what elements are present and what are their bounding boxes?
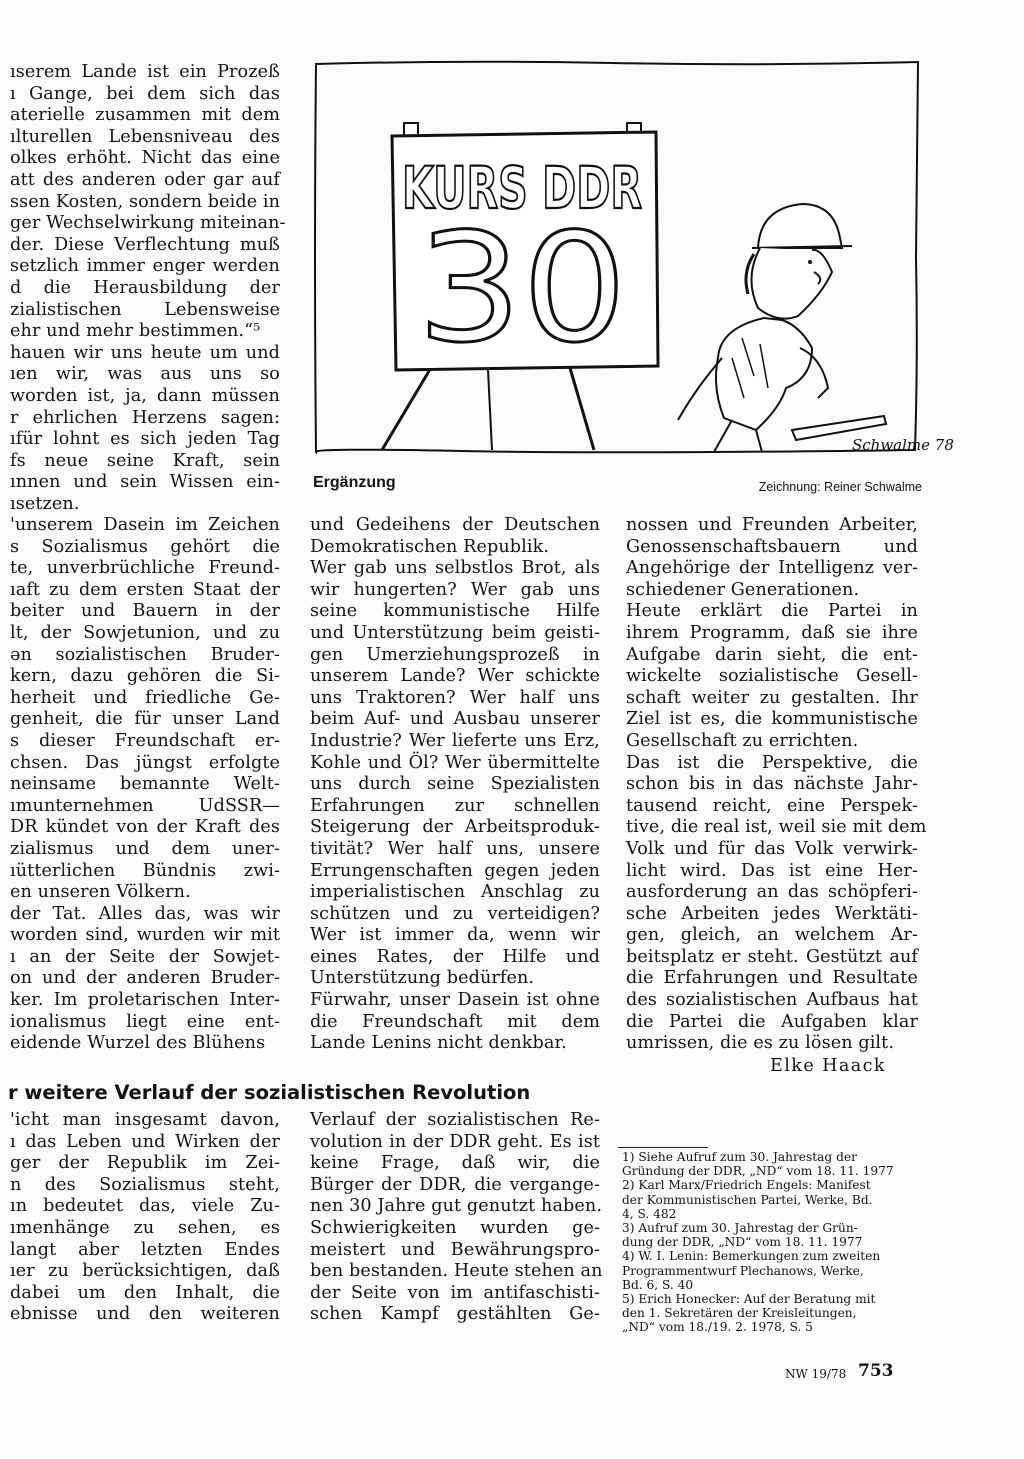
text-line: eines Rates, der Hilfe und bbox=[310, 946, 600, 967]
text-line: beiter und Bauern in der bbox=[10, 601, 280, 622]
text-line: nen 30 Jahre gut genutzt haben. bbox=[310, 1196, 603, 1217]
column-3-middle bbox=[626, 515, 927, 1055]
cartoon-caption: Ergänzung bbox=[313, 474, 396, 491]
text-line: Verlauf der sozialistischen Re- bbox=[310, 1110, 600, 1130]
text-line: ılturellen Lebensniveau des bbox=[10, 126, 280, 147]
column-1-bottom bbox=[10, 1110, 280, 1326]
text-line: Demokratischen Republik. bbox=[310, 536, 550, 557]
text-line: schaft weiter zu gestalten. Ihr bbox=[626, 687, 918, 708]
text-line: Programmentwurf Plechanows, Werke, bbox=[622, 1263, 864, 1278]
text-line: wickelte sozialistische Gesell- bbox=[626, 666, 918, 687]
text-line: lt, der Sowjetunion, und zu bbox=[10, 622, 280, 643]
text-line: langt aber letzten Endes bbox=[10, 1239, 280, 1260]
text-line: d die Herausbildung der bbox=[10, 277, 280, 298]
text-line: Wer gab uns selbstlos Brot, als bbox=[310, 558, 600, 579]
text-line: unserem Lande? Wer schickte bbox=[310, 666, 600, 687]
text-line: ebnisse und den weiteren bbox=[10, 1304, 280, 1325]
text-line: ı das Leben und Wirken der bbox=[10, 1131, 280, 1152]
text-line: die Partei die Aufgaben klar bbox=[626, 1011, 918, 1032]
text-line: Industrie? Wer lieferte uns Erz, bbox=[310, 730, 600, 751]
text-line: Volk und für das Volk verwirk- bbox=[626, 838, 918, 859]
text-line: kern, dazu gehören die Si- bbox=[10, 666, 280, 687]
text-line: olkes erhöht. Nicht das eine bbox=[10, 148, 280, 169]
text-line: Lande Lenins nicht denkbar. bbox=[310, 1033, 567, 1054]
text-line: uns durch seine Spezialisten bbox=[310, 774, 600, 795]
text-line: ımunternehmen UdSSR— bbox=[10, 795, 280, 816]
text-line: Bürger der DDR, die vergange- bbox=[310, 1174, 600, 1195]
text-line: ionalismus liegt eine ent- bbox=[10, 1011, 280, 1032]
text-line: Bd. 6, S. 40 bbox=[622, 1277, 694, 1292]
text-line: Angehörige der Intelligenz ver- bbox=[626, 558, 918, 579]
column-1-middle bbox=[10, 515, 280, 1055]
text-line: en unseren Völkern. bbox=[10, 882, 191, 903]
text-line: ssen Kosten, sondern beide in bbox=[10, 191, 281, 212]
text-line: worden ist, ja, dann müssen bbox=[10, 385, 280, 406]
text-line: ausforderung an das schöpferi- bbox=[626, 882, 918, 903]
text-line: te, unverbrüchliche Freund- bbox=[10, 558, 280, 579]
cartoon-illustration bbox=[312, 58, 954, 464]
text-line: 4, S. 482 bbox=[622, 1206, 677, 1221]
text-line: dung der DDR, „ND“ vom 18. 11. 1977 bbox=[622, 1235, 863, 1250]
text-line: on und der anderen Bruder- bbox=[10, 968, 280, 989]
text-line: ehr und mehr bestimmen.“⁵ bbox=[10, 321, 261, 342]
text-line: den 1. Sekretären der Kreisleitungen, bbox=[622, 1306, 857, 1321]
text-line: genheit, die für unser Land bbox=[10, 709, 280, 730]
text-line: Errungenschaften gegen jeden bbox=[310, 860, 600, 881]
text-line: ımenhänge zu sehen, es bbox=[10, 1217, 280, 1238]
text-line: eidende Wurzel des Blühens bbox=[10, 1033, 266, 1054]
cartoon-credit: Zeichnung: Reiner Schwalme bbox=[758, 480, 922, 494]
text-line: licht wird. Das ist eine Her- bbox=[626, 860, 918, 881]
text-line: ihrem Programm, daß sie ihre bbox=[626, 622, 918, 643]
text-line: r ehrlichen Herzens sagen: bbox=[10, 407, 280, 428]
text-line: „ND“ vom 18./19. 2. 1978, S. 5 bbox=[622, 1320, 813, 1335]
text-line: ıer zu berücksichtigen, daß bbox=[10, 1261, 280, 1282]
text-line: ıfür lohnt es sich jeden Tag bbox=[10, 429, 280, 450]
text-line: Das ist die Perspektive, die bbox=[626, 752, 918, 773]
text-line: schiedener Generationen. bbox=[626, 579, 860, 600]
text-line: ınnen und sein Wissen ein- bbox=[10, 472, 280, 493]
text-line: umrissen, die es zu lösen gilt. bbox=[626, 1033, 895, 1054]
text-line: ıen wir, was aus uns so bbox=[10, 364, 280, 385]
text-line: schützen und zu verteidigen? bbox=[310, 903, 600, 924]
text-line: Aufgabe darin sieht, die ent- bbox=[626, 644, 918, 665]
text-line: herheit und friedliche Ge- bbox=[10, 687, 280, 708]
text-line: ı Gange, bei dem sich das bbox=[10, 83, 280, 104]
text-line: ker. Im proletarischen Inter- bbox=[10, 990, 280, 1011]
text-line: Wer ist immer da, wenn wir bbox=[310, 925, 600, 946]
text-line: setzlich immer enger werden bbox=[10, 256, 280, 277]
footnotes bbox=[622, 1150, 918, 1335]
text-line: ger der Republik im Zei- bbox=[10, 1153, 280, 1174]
text-line: Ziel ist es, die kommunistische bbox=[626, 709, 918, 730]
text-line: volution in der DDR geht. Es ist bbox=[310, 1131, 600, 1152]
cartoon-signature: Schwalme 78 bbox=[852, 436, 954, 454]
text-line: 'icht man insgesamt davon, bbox=[10, 1110, 280, 1130]
text-line: sche Arbeiten jedes Werktäti- bbox=[626, 903, 918, 924]
text-line: und Unterstützung beim geisti- bbox=[310, 622, 600, 643]
text-line: Gesellschaft zu errichten. bbox=[626, 730, 859, 751]
text-line: zialistischen Lebensweise bbox=[10, 299, 280, 320]
author-signature: Elke Haack bbox=[770, 1056, 886, 1076]
text-line: 1) Siehe Aufruf zum 30. Jahrestag der bbox=[622, 1150, 857, 1164]
text-line: ən sozialistischen Bruder- bbox=[10, 644, 280, 665]
text-line: aterielle zusammen mit dem bbox=[10, 105, 280, 126]
text-line: zialismus und dem uner- bbox=[10, 838, 280, 859]
column-1-top bbox=[10, 62, 286, 515]
text-line: uns Traktoren? Wer half uns bbox=[310, 687, 600, 708]
text-line: gen, gleich, an welchem Ar- bbox=[626, 925, 918, 946]
cartoon-sign-number: 30 bbox=[417, 202, 627, 376]
text-line: der Tat. Alles das, was wir bbox=[10, 903, 280, 924]
text-line: 4) W. I. Lenin: Bemerkungen zum zweiten bbox=[622, 1249, 881, 1264]
text-line: neinsame bemannte Welt- bbox=[10, 774, 280, 795]
text-line: Heute erklärt die Partei in bbox=[626, 601, 918, 622]
text-line: 'unserem Dasein im Zeichen bbox=[10, 515, 280, 535]
text-line: chsen. Das jüngst erfolgte bbox=[10, 752, 280, 773]
text-line: fs neue seine Kraft, sein bbox=[10, 450, 280, 471]
text-line: die Erfahrungen und Resultate bbox=[626, 968, 918, 989]
text-line: ısetzen. bbox=[10, 493, 80, 514]
text-line: Fürwahr, unser Dasein ist ohne bbox=[310, 990, 600, 1011]
text-line: tausend reicht, eine Perspek- bbox=[626, 795, 918, 816]
text-line: ger Wechselwirkung miteinan- bbox=[10, 213, 286, 234]
text-line: ın bedeutet das, viele Zu- bbox=[10, 1196, 280, 1217]
cartoon-sign-title: KURS DDR bbox=[402, 154, 642, 222]
text-line: gen Umerziehungsprozeß in bbox=[310, 644, 600, 665]
text-line: att des anderen oder gar auf bbox=[10, 169, 280, 190]
text-line: tivität? Wer half uns, unsere bbox=[310, 838, 600, 859]
text-line: meistert und Bewährungspro- bbox=[310, 1239, 600, 1260]
journal-issue: NW 19/78 bbox=[785, 1367, 847, 1381]
footnote-rule bbox=[618, 1147, 708, 1148]
text-line: wir hungerten? Wer gab uns bbox=[310, 579, 600, 600]
text-line: seine kommunistische Hilfe bbox=[310, 601, 600, 622]
text-line: beim Auf- und Ausbau unserer bbox=[310, 709, 600, 730]
text-line: s Sozialismus gehört die bbox=[10, 536, 280, 557]
text-line: 3) Aufruf zum 30. Jahrestag der Grün- bbox=[622, 1221, 858, 1236]
text-line: Genossenschaftsbauern und bbox=[626, 536, 918, 557]
text-line: und Gedeihens der Deutschen bbox=[310, 515, 600, 535]
text-line: DR kündet von der Kraft des bbox=[10, 817, 280, 838]
text-line: schen Kampf gestählten Ge- bbox=[310, 1304, 600, 1325]
page-number: 753 bbox=[858, 1361, 894, 1381]
text-line: Gründung der DDR, „ND“ vom 18. 11. 1977 bbox=[622, 1164, 894, 1179]
text-line: worden sind, wurden wir mit bbox=[10, 925, 280, 946]
text-line: dabei um den Inhalt, die bbox=[10, 1282, 280, 1303]
text-line: 2) Karl Marx/Friedrich Engels: Manifest bbox=[622, 1178, 871, 1193]
text-line: ı an der Seite der Sowjet- bbox=[10, 946, 280, 967]
text-line: imperialistischen Anschlag zu bbox=[310, 882, 600, 903]
text-line: beitsplatz er steht. Gestützt auf bbox=[626, 946, 918, 967]
text-line: Kohle und Öl? Wer übermittelte bbox=[310, 752, 600, 773]
section-heading: r weitere Verlauf der sozialistischen Revolution bbox=[8, 1081, 531, 1104]
text-line: ıserem Lande ist ein Prozeß bbox=[10, 62, 280, 82]
column-2-bottom bbox=[310, 1110, 603, 1326]
text-line: ben bestanden. Heute stehen an bbox=[310, 1261, 603, 1282]
text-line: keine Frage, daß wir, die bbox=[310, 1153, 600, 1174]
column-2-middle bbox=[310, 515, 600, 1055]
text-line: s dieser Freundschaft er- bbox=[10, 730, 280, 751]
text-line: ıaft zu dem ersten Staat der bbox=[10, 579, 280, 600]
text-line: Steigerung der Arbeitsproduk- bbox=[310, 817, 600, 838]
text-line: des sozialistischen Aufbaus hat bbox=[626, 990, 918, 1011]
text-line: schon bis in das nächste Jahr- bbox=[626, 774, 918, 795]
text-line: Schwierigkeiten wurden ge- bbox=[310, 1217, 600, 1238]
text-line: Unterstützung bedürfen. bbox=[310, 968, 535, 989]
text-line: tive, die real ist, weil sie mit dem bbox=[626, 817, 927, 838]
text-line: der Seite von im antifaschisti- bbox=[310, 1282, 600, 1303]
text-line: hauen wir uns heute um und bbox=[10, 342, 280, 363]
text-line: nossen und Freunden Arbeiter, bbox=[626, 515, 918, 535]
text-line: der. Diese Verflechtung muß bbox=[10, 234, 280, 255]
text-line: ıütterlichen Bündnis zwi- bbox=[10, 860, 280, 881]
text-line: die Freundschaft mit dem bbox=[310, 1011, 600, 1032]
text-line: Erfahrungen zur schnellen bbox=[310, 795, 600, 816]
text-line: der Kommunistischen Partei, Werke, Bd. bbox=[622, 1192, 873, 1207]
text-line: n des Sozialismus steht, bbox=[10, 1174, 280, 1195]
text-line: 5) Erich Honecker: Auf der Beratung mit bbox=[622, 1292, 876, 1307]
